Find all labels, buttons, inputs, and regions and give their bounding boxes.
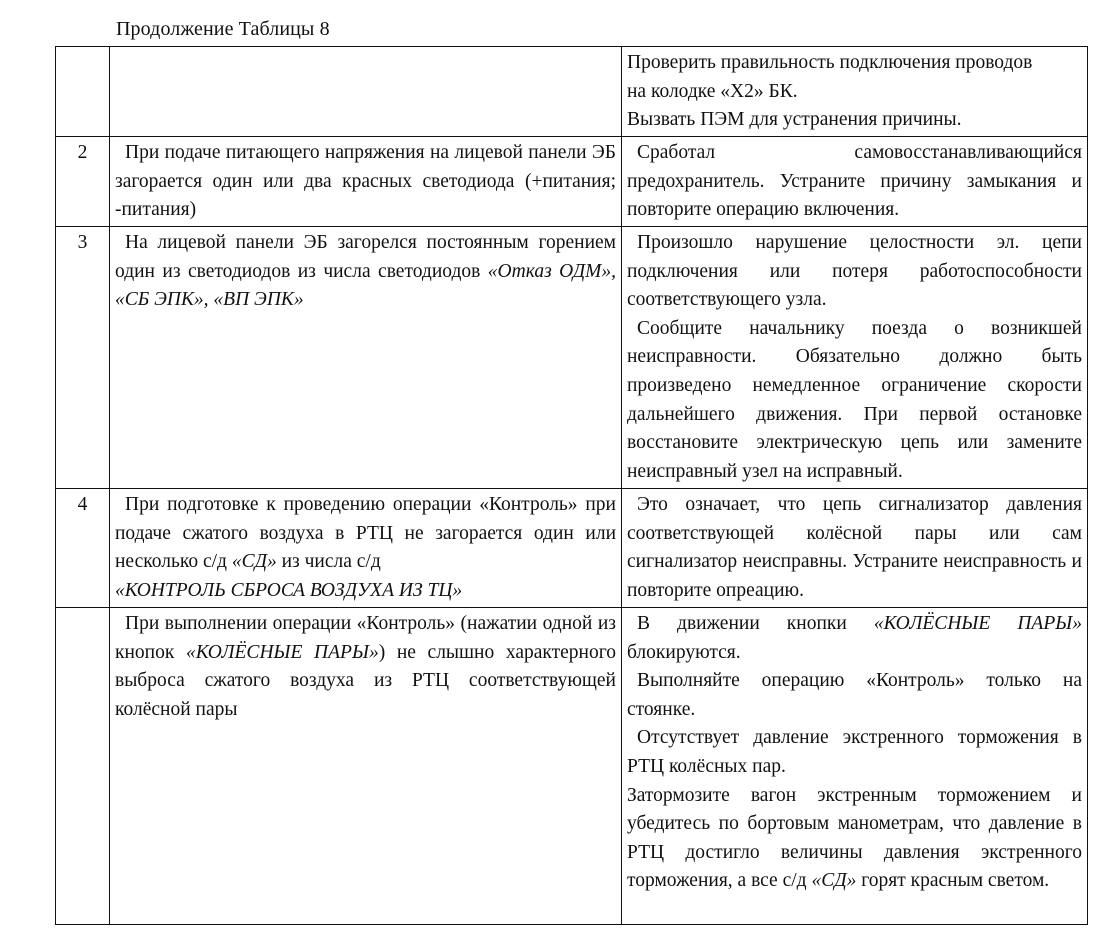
- action-paragraph: В движении кнопки «КОЛЁСНЫЕ ПАРЫ» блокируются.: [627, 613, 1082, 663]
- action-paragraph: Произошло нарушение целостности эл. цепи подключения или потеря работоспособности соответствующего узла.: [627, 232, 1082, 311]
- symptom-cell: [110, 227, 622, 489]
- symptom-cell: [110, 608, 622, 925]
- action-cell: [622, 489, 1088, 608]
- action-cell: [622, 608, 1088, 925]
- row-number: 2: [56, 137, 110, 227]
- table-row: [56, 47, 1088, 137]
- action-cell: [622, 47, 1088, 137]
- action-paragraph: Сработал самовосстанавливающийся предохранитель. Устраните причину замыкания и повторите операцию включения.: [627, 142, 1082, 221]
- row-number: [56, 47, 110, 137]
- symptom-paragraph: На лицевой панели ЭБ загорелся постоянным горением один из светодиодов из числа светодиодов «Отказ ОДМ», «СБ ЭПК», «ВП ЭПК»: [115, 232, 617, 311]
- symptom-paragraph: При подготовке к проведению операции «Контроль» при подаче сжатого воздуха в РТЦ не загорается один или несколько с/д «СД» из числа с/д: [115, 494, 616, 573]
- action-paragraph: Затормозите вагон экстренным торможением и убедитесь по бортовым манометрам, что давление в РТЦ достигло величины давления экстренного торможения, а все с/д «СД» горят красным светом.: [627, 784, 1082, 892]
- symptom-cell: [110, 489, 622, 608]
- action-paragraph: Это означает, что цепь сигнализатор давления соответствующей колёсной пары или сам сигнализатор неисправны. Устраните неисправность и повторите опреацию.: [627, 494, 1082, 601]
- table-row: [56, 608, 1088, 925]
- table-row: [56, 137, 1088, 227]
- action-paragraph: Выполняйте операцию «Контроль» только на стоянке.: [627, 670, 1082, 720]
- symptom-cell: [110, 47, 622, 137]
- table-row: [56, 489, 1088, 608]
- action-paragraph: Проверить правильность подключения проводов: [627, 52, 1033, 73]
- action-paragraph: Вызвать ПЭМ для устранения причины.: [627, 109, 962, 131]
- row-number: 3: [56, 227, 110, 489]
- symptom-paragraph: При выполнении операции «Контроль» (нажатии одной из кнопок «КОЛЁСНЫЕ ПАРЫ») не слышно характерного выброса сжатого воздуха из РТЦ соответствующей колёсной пары: [115, 613, 616, 720]
- action-cell: [622, 227, 1088, 489]
- action-paragraph: на колодке «Х2» БК.: [627, 80, 798, 102]
- row-number: 4: [56, 489, 110, 608]
- troubleshooting-table: [55, 46, 1088, 925]
- table-caption: Продолжение Таблицы 8: [116, 18, 330, 40]
- action-paragraph: Сообщите начальнику поезда о возникшей неисправности. Обязательно должно быть произведено немедленное ограничение скорости дальнейшего движения. При первой остановке восстановите электрическую цепь или замените неисправный узел на исправный.: [627, 317, 1082, 482]
- row-number: [56, 608, 110, 925]
- action-paragraph: Отсутствует давление экстренного торможения в РТЦ колёсных пар.: [627, 727, 1082, 777]
- action-cell: [622, 137, 1088, 227]
- table-row: [56, 227, 1088, 489]
- symptom-paragraph: «КОНТРОЛЬ СБРОСА ВОЗДУХА ИЗ ТЦ»: [115, 579, 463, 601]
- symptom-paragraph: При подаче питающего напряжения на лицевой панели ЭБ загорается один или два красных светодиода (+питания; -питания): [115, 142, 616, 221]
- symptom-cell: [110, 137, 622, 227]
